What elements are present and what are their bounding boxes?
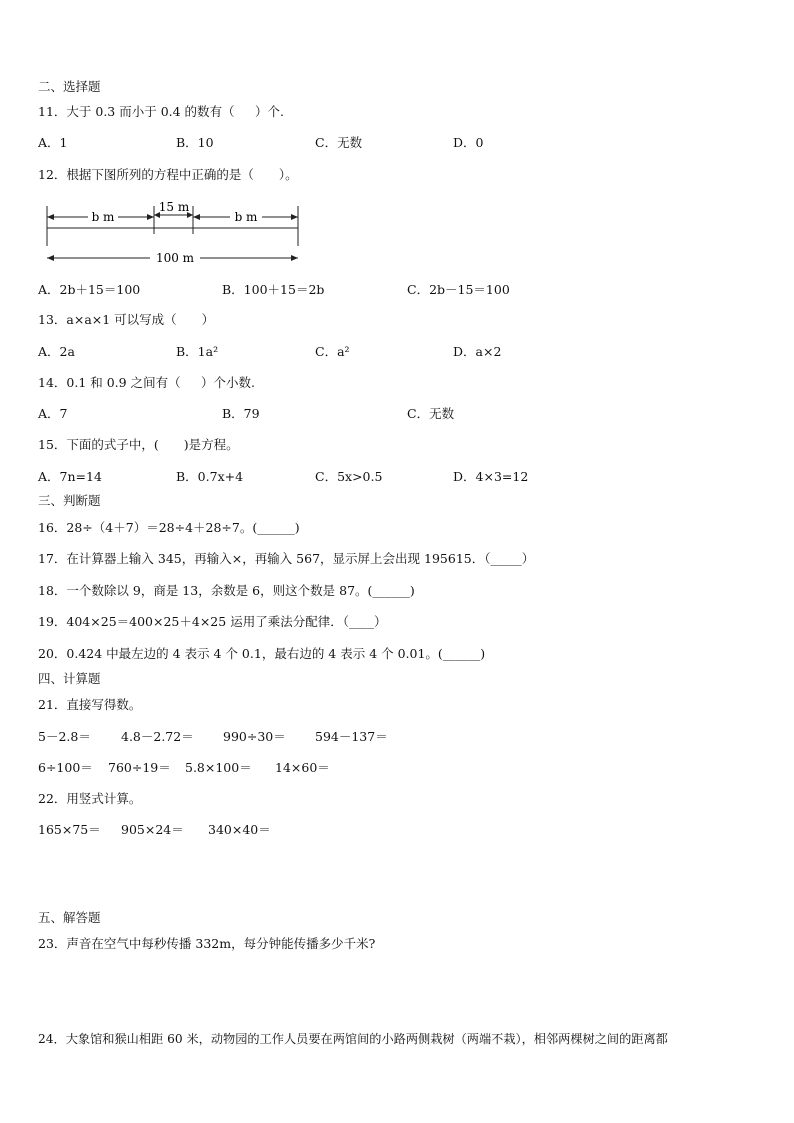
question-21: 21．直接写得数。 bbox=[38, 697, 142, 712]
q12-option-c: C．2b－15＝100 bbox=[407, 282, 510, 297]
diagram-label-left: b m bbox=[91, 210, 115, 224]
diagram-label-middle: 15 m bbox=[158, 200, 190, 214]
q21-item-4: 594－137＝ bbox=[315, 729, 388, 744]
q14-option-c: C．无数 bbox=[407, 406, 455, 421]
section-heading-solutions: 五、解答题 bbox=[38, 910, 101, 925]
q21-item-1: 5－2.8＝ bbox=[38, 729, 91, 744]
question-16: 16．28÷（4＋7）＝28÷4＋28÷7。(______) bbox=[38, 520, 300, 535]
question-15: 15．下面的式子中，( )是方程。 bbox=[38, 437, 239, 452]
question-18: 18．一个数除以 9，商是 13，余数是 6，则这个数是 87。(______) bbox=[38, 583, 415, 598]
question-20: 20．0.424 中最左边的 4 表示 4 个 0.1，最右边的 4 表示 4 个 0.01。(______) bbox=[38, 646, 486, 661]
q22-item-1: 165×75＝ bbox=[38, 822, 101, 837]
q12-option-a: A．2b＋15＝100 bbox=[38, 282, 141, 297]
question-17: 17．在计算器上输入 345，再输入×，再输入 567，显示屏上会出现 195615．（_____） bbox=[38, 551, 535, 566]
question-24: 24．大象馆和猴山相距 60 米，动物园的工作人员要在两馆间的小路两侧栽树（两端不栽），相邻两棵树之间的距离都 bbox=[38, 1032, 668, 1046]
q14-option-b: B．79 bbox=[222, 406, 260, 421]
q21-item-6: 760÷19＝ bbox=[108, 760, 171, 775]
q11-option-d: D．0 bbox=[453, 135, 484, 150]
section-heading-choice: 二、选择题 bbox=[38, 79, 101, 94]
q22-item-3: 340×40＝ bbox=[208, 822, 271, 837]
q15-option-c: C．5x>0.5 bbox=[315, 469, 383, 484]
q14-option-a: A．7 bbox=[38, 406, 68, 421]
diagram-label-total: 100 m bbox=[155, 251, 195, 265]
q15-option-b: B．0.7x+4 bbox=[176, 469, 244, 484]
question-22: 22．用竖式计算。 bbox=[38, 791, 142, 806]
q15-option-d: D．4×3=12 bbox=[453, 469, 529, 484]
q15-option-a: A．7n=14 bbox=[38, 469, 102, 484]
question-12: 12．根据下图所列的方程中正确的是（ ）。 bbox=[38, 167, 298, 182]
diagram-label-right: b m bbox=[234, 210, 258, 224]
question-11: 11．大于 0.3 而小于 0.4 的数有（ ）个. bbox=[38, 104, 284, 119]
segment-diagram bbox=[40, 198, 310, 270]
q13-option-a: A．2a bbox=[38, 344, 75, 359]
question-13: 13．a×a×1 可以写成（ ） bbox=[38, 312, 215, 327]
q11-option-a: A．1 bbox=[38, 135, 68, 150]
q21-item-2: 4.8－2.72＝ bbox=[121, 729, 194, 744]
section-heading-calculation: 四、计算题 bbox=[38, 671, 101, 686]
q21-item-5: 6÷100＝ bbox=[38, 760, 93, 775]
question-14: 14．0.1 和 0.9 之间有（ ）个小数. bbox=[38, 375, 256, 390]
q12-option-b: B．100＋15＝2b bbox=[222, 282, 325, 297]
q13-option-c: C．a² bbox=[315, 344, 350, 359]
q21-item-3: 990÷30＝ bbox=[223, 729, 286, 744]
question-19: 19．404×25＝400×25＋4×25 运用了乘法分配律．（____） bbox=[38, 614, 387, 629]
q11-option-c: C．无数 bbox=[315, 135, 363, 150]
q13-option-b: B．1a² bbox=[176, 344, 219, 359]
q13-option-d: D．a×2 bbox=[453, 344, 502, 359]
q22-item-2: 905×24＝ bbox=[121, 822, 184, 837]
q21-item-7: 5.8×100＝ bbox=[185, 760, 252, 775]
q21-item-8: 14×60＝ bbox=[275, 760, 330, 775]
q11-option-b: B．10 bbox=[176, 135, 214, 150]
section-heading-judgement: 三、判断题 bbox=[38, 493, 101, 508]
question-23: 23．声音在空气中每秒传播 332m，每分钟能传播多少千米? bbox=[38, 936, 376, 951]
